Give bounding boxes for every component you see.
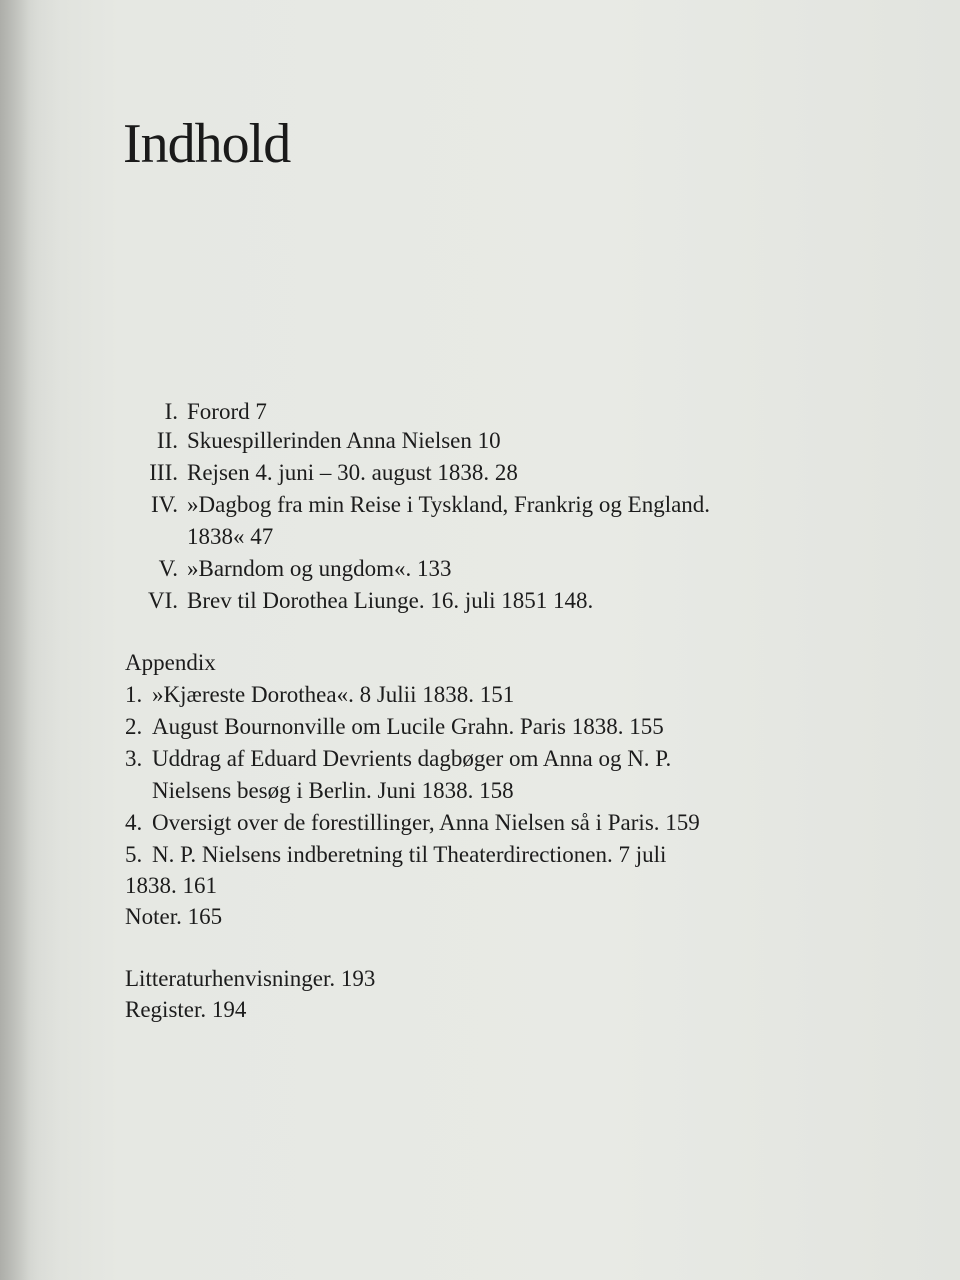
toc-numeral: VI. [147,588,178,613]
appendix-text: »Kjæreste Dorothea«. 8 Julii 1838. 151 [152,682,515,707]
appendix-text: Nielsens besøg i Berlin. Juni 1838. 158 [152,778,514,803]
toc-numeral: IV. [150,492,178,517]
appendix-number: 4. [125,810,143,835]
appendix-number: 2. [125,714,143,739]
toc-text: Skuespillerinden Anna Nielsen 10 [187,428,501,453]
toc-text: Rejsen 4. juni – 30. august 1838. 28 [187,460,518,485]
toc-numeral: II. [156,428,178,453]
toc-text: Forord 7 [187,399,267,424]
toc-text: Brev til Dorothea Liunge. 16. juli 1851 148. [187,588,594,613]
appendix-number: 1. [125,682,143,707]
appendix-number: 3. [125,746,143,771]
appendix-text: Oversigt over de forestillinger, Anna Nielsen så i Paris. 159 [152,810,700,835]
page-title: Indhold [123,113,291,175]
toc-text: 1838« 47 [187,524,274,549]
appendix-text: N. P. Nielsens indberetning til Theaterdirectionen. 7 juli [152,842,667,867]
appendix-text: Uddrag af Eduard Devrients dagbøger om Anna og N. P. [152,746,672,771]
toc-numeral: V. [158,556,178,581]
appendix-number: 5. [125,842,143,867]
toc-numeral: III. [149,460,178,485]
appendix-text: August Bournonville om Lucile Grahn. Paris 1838. 155 [152,714,664,739]
toc-numeral: I. [164,399,178,424]
appendix-text: 1838. 161 [125,873,217,898]
toc-text: »Barndom og ungdom«. 133 [187,556,452,581]
table-of-contents: I. Forord 7 II. Skuespillerinden Anna Nielsen 10 III. Rejsen 4. juni – 30. august 1838. 28 IV. »Dagbog fra min Reise i Tyskland, Frankrig og England. 1838« 47 V. »Barndom og ungdom«. 133 VI. Brev til Dorothea Liunge. 16. juli 1851 148. Appendix 1. »Kjæreste Dorothea«. 8 Julii 1838. 151 2. August Bournonville om Lucile Grahn. Paris 1838. 155 3. Uddrag af Eduard Devrients dagbøger om Anna og N. P. Nielsens besøg i Berlin. Juni 1838. 158 4. Oversigt over de forestillinger, Anna Nielsen så i Paris. 159 5. N. P. Nielsens indberetning til Theaterdirectionen. 7 juli 1838. 161 Noter. 165 Litteraturhenvisninger. 193 Register. 194 [0,0,960,1280]
toc-text: »Dagbog fra min Reise i Tyskland, Frankrig og England. [187,492,711,517]
